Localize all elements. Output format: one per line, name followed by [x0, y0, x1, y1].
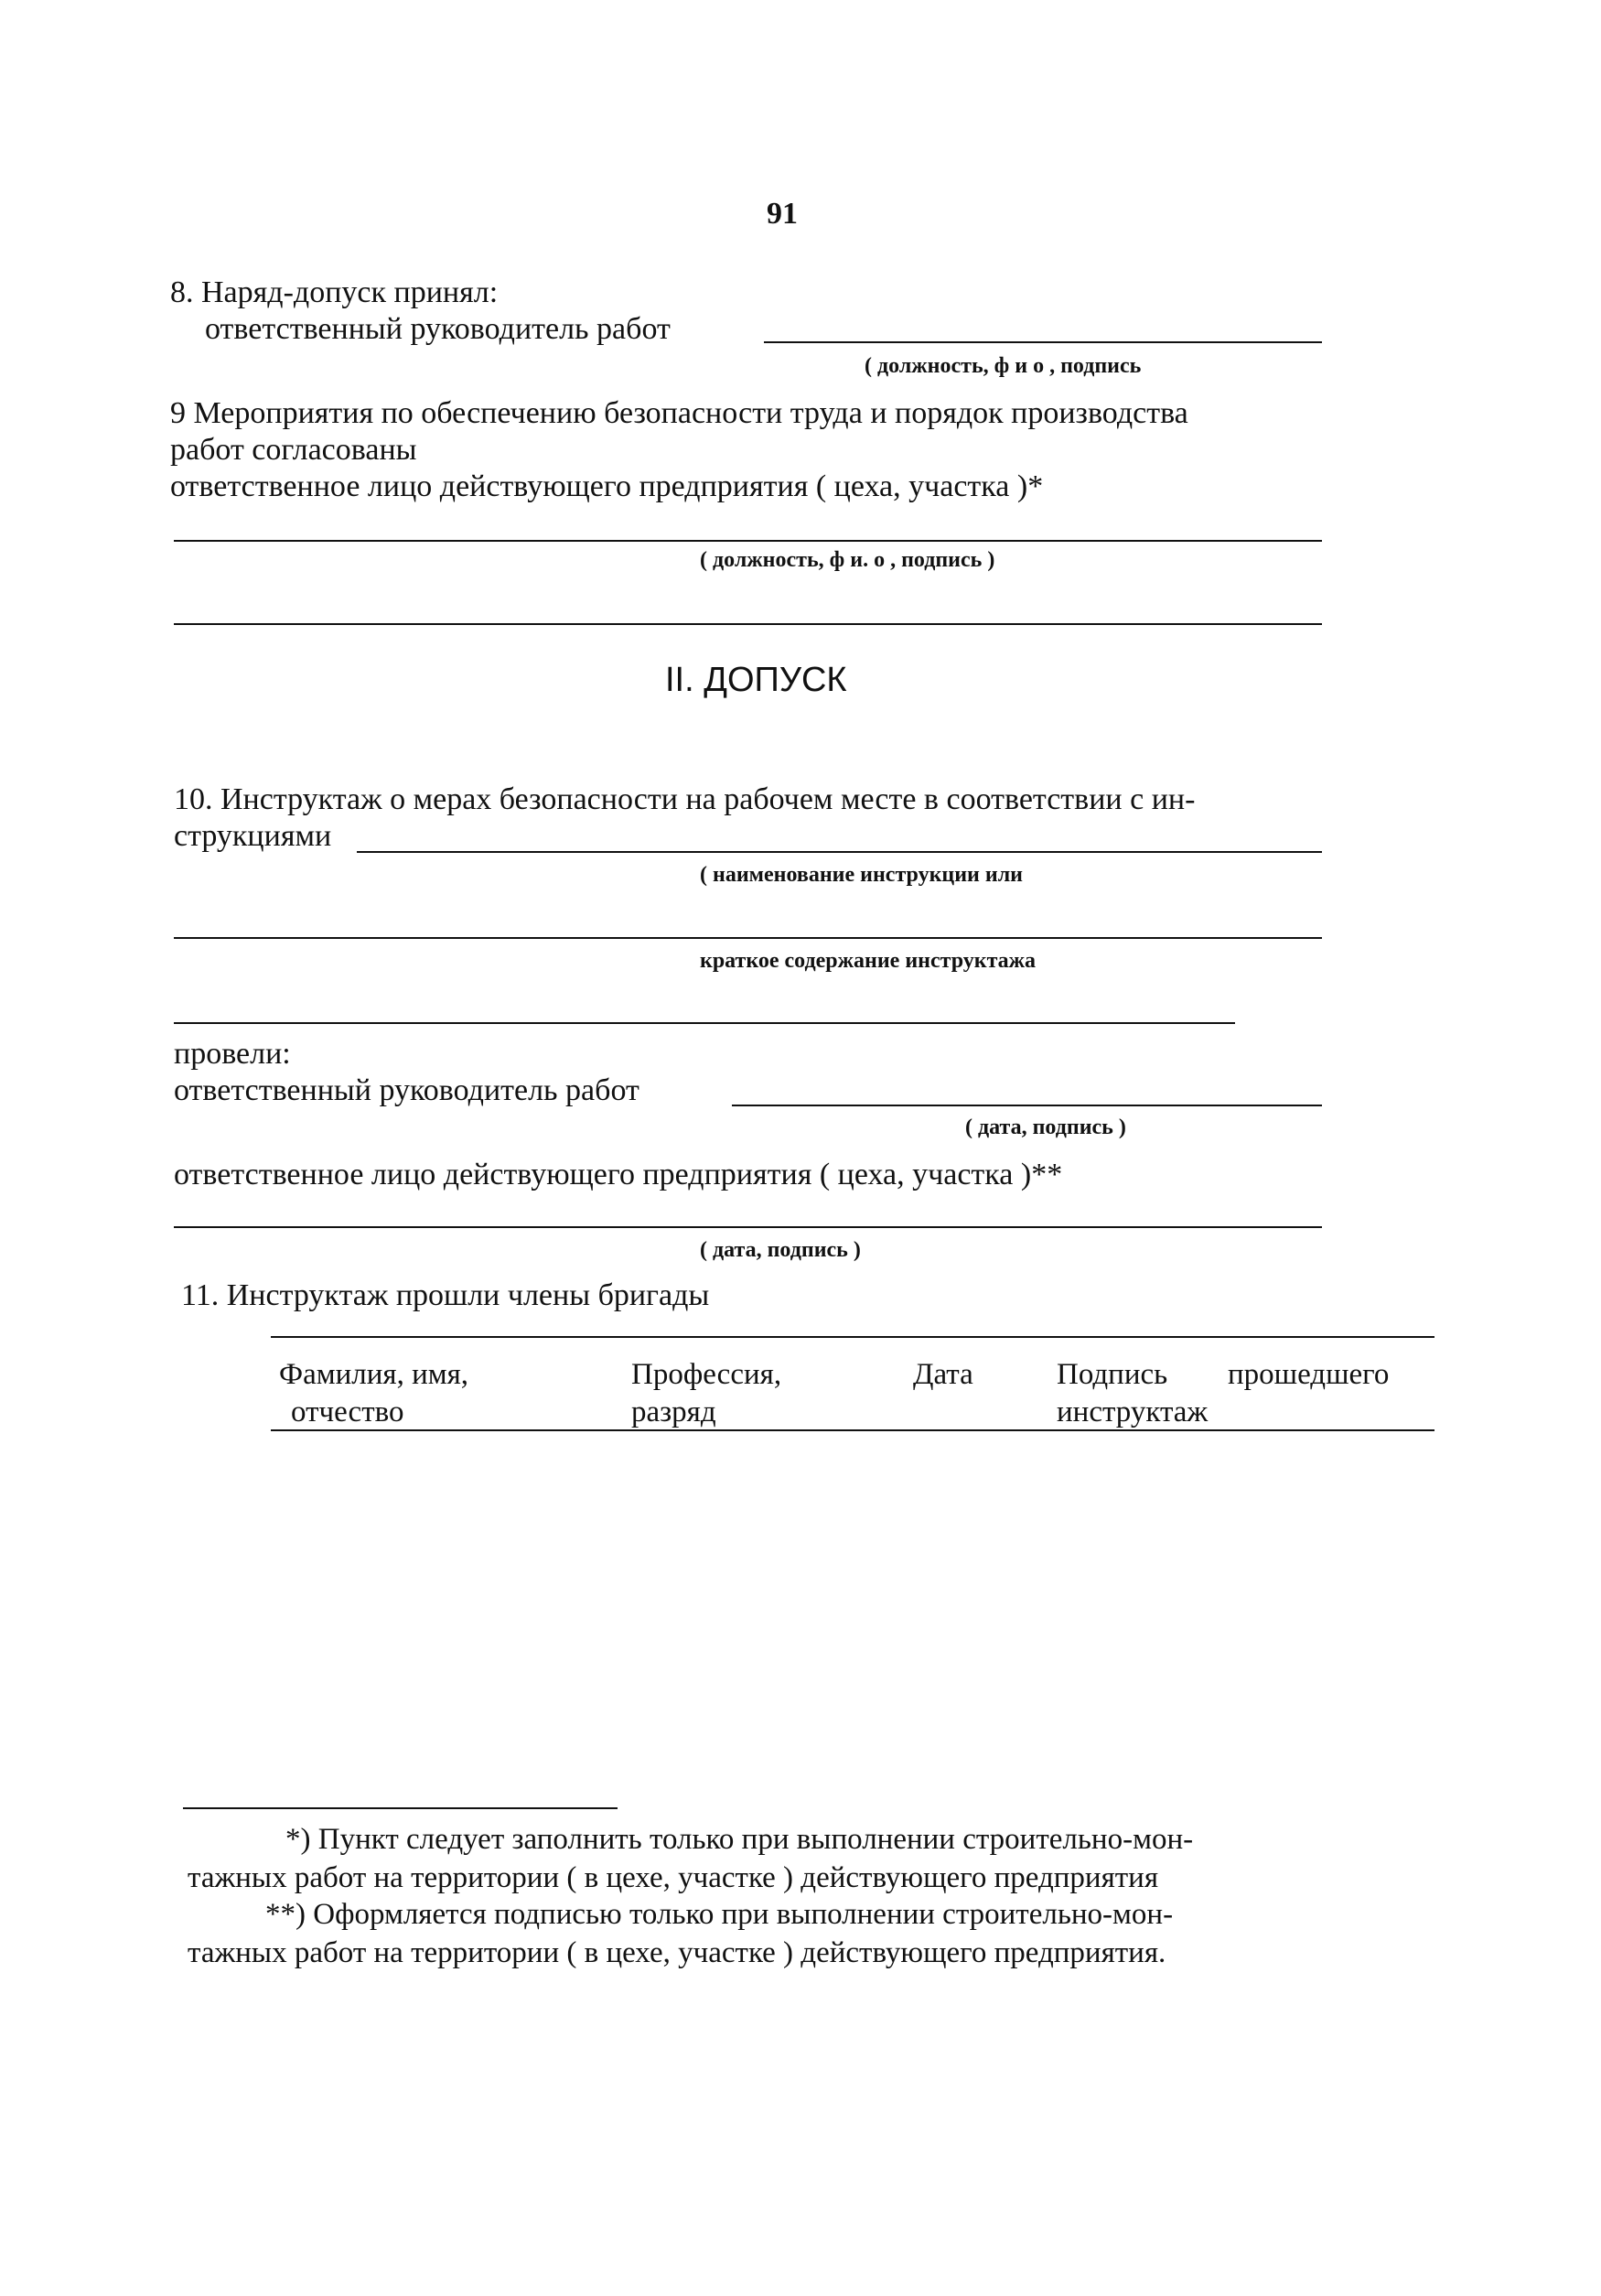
col-signature-l2: инструктаж	[1057, 1396, 1209, 1428]
item8-title: 8. Наряд-допуск принял:	[170, 275, 499, 309]
item11-title: 11. Инструктаж прошли члены бригады	[181, 1278, 710, 1312]
item8-signature-line	[764, 341, 1322, 343]
item10-enterprise-label: ответственное лицо действующего предприятия ( цеха, участка )**	[174, 1158, 1063, 1191]
item10-content-line2	[174, 1022, 1235, 1024]
item10-enterprise-line	[174, 1226, 1322, 1228]
item10-responsible-line	[732, 1105, 1322, 1106]
footnote-separator	[183, 1807, 618, 1809]
section2-title: II. ДОПУСК	[665, 661, 847, 699]
footnote2-line1: **) Оформляется подписью только при выполнении строительно-мон-	[265, 1898, 1174, 1931]
table-top-rule	[271, 1336, 1434, 1338]
col-date-l1: Дата	[913, 1358, 973, 1391]
col-signature-l1b: прошедшего	[1228, 1358, 1390, 1391]
col-profession-l2: разряд	[631, 1396, 716, 1428]
item9-signature-line	[174, 540, 1322, 542]
col-name-l2: отчество	[291, 1396, 404, 1428]
item10-responsible-label: ответственный руководитель работ	[174, 1073, 639, 1107]
footnote1-line1: *) Пункт следует заполнить только при выполнении строительно-мон-	[285, 1823, 1194, 1856]
col-signature-l1: Подпись	[1057, 1358, 1168, 1391]
item8-caption: ( должность, ф и о , подпись	[865, 354, 1142, 378]
item10-instruction-line	[357, 851, 1322, 853]
item10-caption2: краткое содержание инструктажа	[700, 949, 1037, 973]
item10-line2: струкциями	[174, 819, 332, 853]
item8-responsible-label: ответственный руководитель работ	[205, 312, 671, 346]
item10-caption3: ( дата, подпись )	[965, 1116, 1126, 1139]
item9-caption: ( должность, ф и. о , подпись )	[700, 548, 995, 572]
item9-line1: 9 Мероприятия по обеспечению безопасности труда и порядок производства	[170, 396, 1188, 430]
footnote2-line2: тажных работ на территории ( в цехе, участке ) действующего предприятия.	[188, 1936, 1166, 1969]
item10-conducted-label: провели:	[174, 1037, 291, 1071]
item10-content-line	[174, 937, 1322, 939]
item9-line2: работ согласованы	[170, 433, 417, 467]
col-name-l1: Фамилия, имя,	[279, 1358, 469, 1391]
footnote1-line2: тажных работ на территории ( в цехе, участке ) действующего предприятия	[188, 1861, 1159, 1894]
page-number: 91	[767, 197, 798, 231]
item9-extra-line	[174, 623, 1322, 625]
table-header-bottom-rule	[271, 1429, 1434, 1431]
item9-line3: ответственное лицо действующего предприятия ( цеха, участка )*	[170, 469, 1044, 503]
item10-caption1: ( наименование инструкции или	[700, 863, 1024, 887]
item10-caption4: ( дата, подпись )	[700, 1238, 861, 1262]
item10-line1: 10. Инструктаж о мерах безопасности на рабочем месте в соответствии с ин-	[174, 782, 1196, 816]
col-profession-l1: Профессия,	[631, 1358, 782, 1391]
